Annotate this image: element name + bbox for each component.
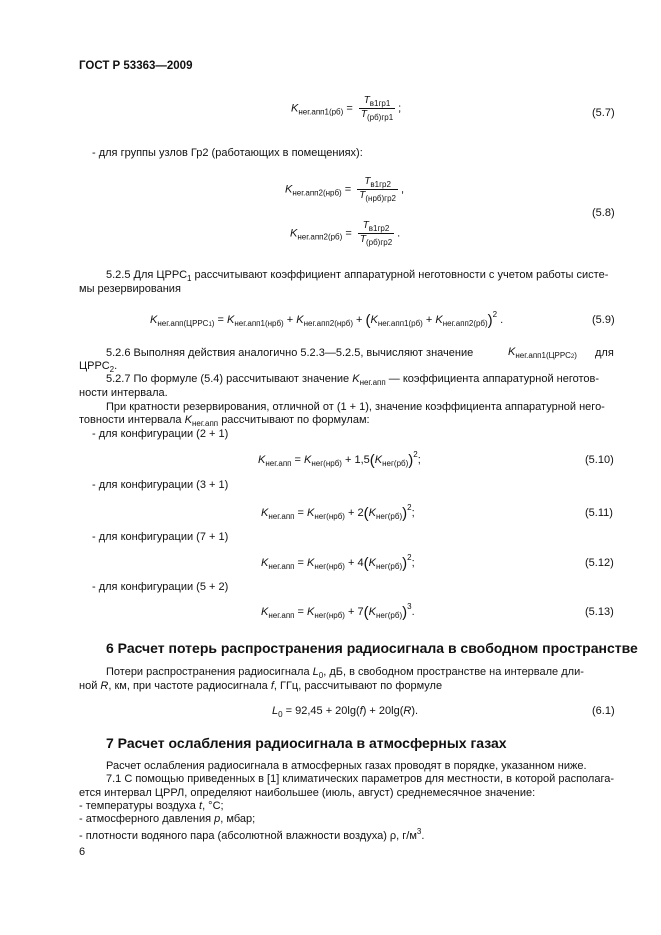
text-run: рассчитывают по формулам: xyxy=(221,414,370,426)
equation-5-11 xyxy=(261,503,415,522)
eq-subscript: нег.апп xyxy=(268,611,295,620)
eq-subscript: нег.апп2(нрб) xyxy=(292,188,342,198)
list-item xyxy=(79,799,224,813)
eq-operator: ). xyxy=(411,705,419,717)
eq-tail: ; xyxy=(398,102,402,115)
eq-symbol: K xyxy=(285,183,293,196)
eq-symbol: K xyxy=(370,314,378,326)
equation-number: (5.8) xyxy=(592,207,615,219)
equation-number: (5.13) xyxy=(585,606,614,618)
eq-tail: , xyxy=(400,183,405,196)
eq-tail: ; xyxy=(411,507,415,519)
eq-power: 3 xyxy=(407,602,412,611)
eq-subscript: нег.апп2(рб) xyxy=(442,319,488,328)
eq-symbol: K xyxy=(352,373,360,385)
text-run: - атмосферного давления xyxy=(79,813,212,825)
eq-symbol: K xyxy=(508,346,516,358)
text-run: - плотности водяного пара (абсолютной влажности воздуха) ρ, г/м xyxy=(79,830,417,842)
eq-operator: = 92,45 + 20lg( xyxy=(282,705,360,717)
text-run: ЦРРС xyxy=(79,360,110,372)
eq-denominator: T xyxy=(359,190,366,201)
eq-subscript: нег(нрб) xyxy=(314,562,345,571)
eq-symbol: K xyxy=(290,227,298,240)
text-run: 5.2.7 По формуле (5.4) рассчитывают значение xyxy=(106,373,350,385)
eq-denominator: T xyxy=(359,234,366,245)
equation-5-9 xyxy=(150,310,503,329)
eq-symbol: L xyxy=(312,666,319,678)
eq-fraction xyxy=(357,176,398,203)
equation-number: (5.12) xyxy=(585,557,614,569)
eq-symbol: K xyxy=(435,314,443,326)
paragraph-line: ности интервала. xyxy=(79,387,168,399)
standard-header: ГОСТ Р 53363—2009 xyxy=(79,60,193,72)
eq-symbol: K xyxy=(296,314,304,326)
superscript: 3 xyxy=(416,827,422,836)
equation-5-10 xyxy=(258,450,421,469)
text-run: товности интервала xyxy=(79,414,182,426)
paragraph-5-2-7 xyxy=(106,372,599,390)
eq-operator: ) + 20lg( xyxy=(362,705,404,717)
eq-subscript: нег.апп1(рб) xyxy=(377,319,423,328)
paragraph-line: мы резервирования xyxy=(79,283,181,295)
eq-subscript: нег(рб) xyxy=(375,512,403,521)
eq-operator: = xyxy=(294,606,308,618)
eq-symbol: K xyxy=(261,606,269,618)
equation-number: (5.11) xyxy=(585,507,613,519)
eq-subscript: ) xyxy=(211,319,215,328)
eq-fraction xyxy=(359,95,395,122)
eq-subscript: 0 xyxy=(278,710,283,719)
eq-denominator: T xyxy=(360,109,367,120)
text-run: . xyxy=(114,360,118,372)
eq-subscript: нег(нрб) xyxy=(314,611,345,620)
eq-subscript: нег.апп xyxy=(268,562,295,571)
eq-operator: + xyxy=(344,557,358,569)
eq-operator: = xyxy=(346,102,353,115)
eq-operator: + xyxy=(422,314,436,326)
eq-subscript: нег.апп2(нрб) xyxy=(303,319,353,328)
page-number: 6 xyxy=(79,846,86,858)
eq-subscript: нег.апп1(ЦРРС xyxy=(515,351,571,360)
eq-operator: + xyxy=(352,314,366,326)
eq-symbol: K xyxy=(307,507,315,519)
eq-symbol: K xyxy=(261,507,269,519)
eq-subscript: нег.апп1(рб) xyxy=(298,107,344,117)
paragraph-line xyxy=(79,679,442,693)
eq-operator: = xyxy=(214,314,227,326)
eq-subscript: нег(нрб) xyxy=(311,459,342,468)
eq-symbol: t xyxy=(199,800,203,812)
eq-subscript: в1гр2 xyxy=(370,180,391,189)
eq-operator: + xyxy=(344,606,358,618)
list-item: - для конфигурации (3 + 1) xyxy=(92,479,229,491)
eq-subscript: нег(нрб) xyxy=(314,512,345,521)
eq-subscript: (нрб)гр2 xyxy=(365,194,396,203)
eq-power: 2 xyxy=(407,503,412,512)
eq-tail: . xyxy=(397,227,401,240)
eq-subscript: в1гр2 xyxy=(368,224,390,233)
eq-coefficient: 7 xyxy=(357,606,364,618)
list-item xyxy=(79,825,424,843)
eq-subscript: 0 xyxy=(318,671,324,680)
eq-subscript: нег.апп xyxy=(191,419,219,428)
paragraph-line: Расчет ослабления радиосигнала в атмосферных газах проводят в порядке, указанном ниже. xyxy=(106,760,587,772)
paren-open: ( xyxy=(369,452,375,469)
eq-coefficient: 4 xyxy=(357,557,364,569)
eq-coefficient: 2 xyxy=(357,507,364,519)
paragraph-line: При кратности резервирования, отличной от (1 + 1), значение коэффициента аппаратурной него- xyxy=(106,401,605,413)
text-run: - температуры воздуха xyxy=(79,800,196,812)
paragraph-line: ется интервал ЦРРЛ, определяют наибольшее (июль, август) среднемесячное значение: xyxy=(79,787,536,799)
equation-5-13 xyxy=(261,602,415,621)
eq-symbol: K xyxy=(368,507,376,519)
paren-open: ( xyxy=(363,555,369,572)
eq-symbol: K xyxy=(150,314,158,326)
eq-subscript: 2 xyxy=(570,354,575,360)
equation-number: (6.1) xyxy=(592,705,615,717)
paren-close: ) xyxy=(402,555,408,572)
eq-coefficient: 1,5 xyxy=(354,454,370,466)
eq-subscript: нег(рб) xyxy=(375,611,403,620)
eq-subscript: нег.апп(ЦРРС xyxy=(157,319,209,328)
text-run: — коэффициента аппаратурной неготов- xyxy=(388,373,600,385)
eq-operator: = xyxy=(294,507,308,519)
equation-5-8b xyxy=(290,220,400,247)
eq-symbol: K xyxy=(227,314,235,326)
paragraph-5-2-6: 5.2.6 Выполняя действия аналогично 5.2.3—5.2.5, вычисляют значение xyxy=(106,347,474,359)
text-run: . xyxy=(421,830,425,842)
text-run: , дБ, в свободном пространстве на интервале дли- xyxy=(323,666,584,678)
eq-operator: + xyxy=(283,314,297,326)
text-run: , мбар; xyxy=(220,813,256,825)
eq-operator: = xyxy=(344,183,352,196)
list-item: - для конфигурации (2 + 1) xyxy=(92,428,229,440)
eq-symbol: K xyxy=(368,606,376,618)
inline-symbol xyxy=(508,346,577,360)
eq-subscript: нег.апп2(рб) xyxy=(297,232,343,242)
section-7-heading: 7 Расчет ослабления радиосигнала в атмосферных газах xyxy=(106,735,507,751)
eq-symbol: L xyxy=(272,705,279,717)
paren-close: ) xyxy=(487,312,493,329)
eq-subscript: 1 xyxy=(208,322,212,328)
eq-symbol: p xyxy=(214,813,221,825)
subscript: 1 xyxy=(187,274,192,283)
text-run: , °С; xyxy=(202,800,224,812)
subscript: 2 xyxy=(109,365,115,374)
eq-operator: = xyxy=(291,454,305,466)
eq-symbol: R xyxy=(100,680,109,692)
paren-open: ( xyxy=(365,312,371,329)
paren-close: ) xyxy=(402,505,408,522)
equation-6-1 xyxy=(272,705,418,719)
eq-tail: . xyxy=(411,606,415,618)
eq-tail: ; xyxy=(411,557,415,569)
list-item: - для конфигурации (7 + 1) xyxy=(92,531,229,543)
eq-subscript: (рб)гр2 xyxy=(365,238,393,247)
eq-subscript: нег.апп1(нрб) xyxy=(234,319,284,328)
eq-symbol: K xyxy=(368,557,376,569)
eq-power: 2 xyxy=(413,450,418,459)
list-item xyxy=(79,812,255,826)
equation-5-12 xyxy=(261,553,415,572)
eq-symbol: K xyxy=(307,606,315,618)
eq-symbol: K xyxy=(184,414,192,426)
paragraph-5-2-5 xyxy=(106,268,608,286)
equation-number: (5.7) xyxy=(592,107,615,119)
eq-subscript: ) xyxy=(574,351,577,360)
eq-tail: . xyxy=(497,314,504,326)
paragraph: - для группы узлов Гр2 (работающих в помещениях): xyxy=(92,147,363,159)
text-run: 5.2.5 Для ЦРРС xyxy=(106,269,188,281)
eq-operator: + xyxy=(344,507,358,519)
eq-subscript: нег.апп xyxy=(359,378,386,387)
eq-symbol: f xyxy=(359,705,363,717)
eq-subscript: нег.апп xyxy=(265,459,292,468)
text-run: ной xyxy=(79,680,98,692)
eq-symbol: K xyxy=(258,454,266,466)
eq-power: 2 xyxy=(492,310,498,319)
eq-numerator: T xyxy=(364,176,371,187)
eq-symbol: K xyxy=(307,557,315,569)
list-item: - для конфигурации (5 + 2) xyxy=(92,581,229,593)
equation-number: (5.10) xyxy=(585,454,614,466)
eq-symbol: K xyxy=(261,557,269,569)
eq-subscript: в1гр1 xyxy=(369,99,391,108)
eq-symbol: R xyxy=(403,705,412,717)
eq-power: 2 xyxy=(407,553,412,562)
equation-5-7 xyxy=(291,95,401,122)
eq-operator: + xyxy=(341,454,355,466)
eq-numerator: T xyxy=(363,95,370,106)
eq-subscript: нег(рб) xyxy=(375,562,403,571)
paragraph-line: 7.1 С помощью приведенных в [1] климатических параметров для местности, в которой располага- xyxy=(106,773,615,785)
paren-close: ) xyxy=(402,604,408,621)
eq-symbol: K xyxy=(374,454,383,466)
section-6-heading: 6 Расчет потерь распространения радиосигнала в свободном пространстве xyxy=(106,640,638,656)
eq-tail: ; xyxy=(417,454,421,466)
eq-symbol: f xyxy=(270,680,274,692)
text-run: рассчитывают коэффициент аппаратурной неготовности с учетом работы систе- xyxy=(191,269,609,281)
eq-subscript: нег.апп xyxy=(268,512,295,521)
eq-symbol: K xyxy=(291,102,299,115)
eq-operator: = xyxy=(294,557,308,569)
text-run: Потери распространения радиосигнала xyxy=(106,666,310,678)
equation-number: (5.9) xyxy=(592,314,615,326)
eq-numerator: T xyxy=(362,220,369,231)
text-run: для xyxy=(595,347,614,359)
text-run: , ГГц, рассчитывают по формуле xyxy=(273,680,443,692)
text-run: , км, при частоте радиосигнала xyxy=(108,680,268,692)
equation-5-8a xyxy=(285,176,404,203)
paren-open: ( xyxy=(363,505,369,522)
eq-subscript: (рб)гр1 xyxy=(366,113,394,122)
paren-close: ) xyxy=(408,452,414,469)
eq-operator: = xyxy=(345,227,352,240)
eq-symbol: K xyxy=(304,454,312,466)
paren-open: ( xyxy=(363,604,369,621)
eq-fraction xyxy=(358,220,394,247)
eq-subscript: нег(рб) xyxy=(382,459,409,468)
